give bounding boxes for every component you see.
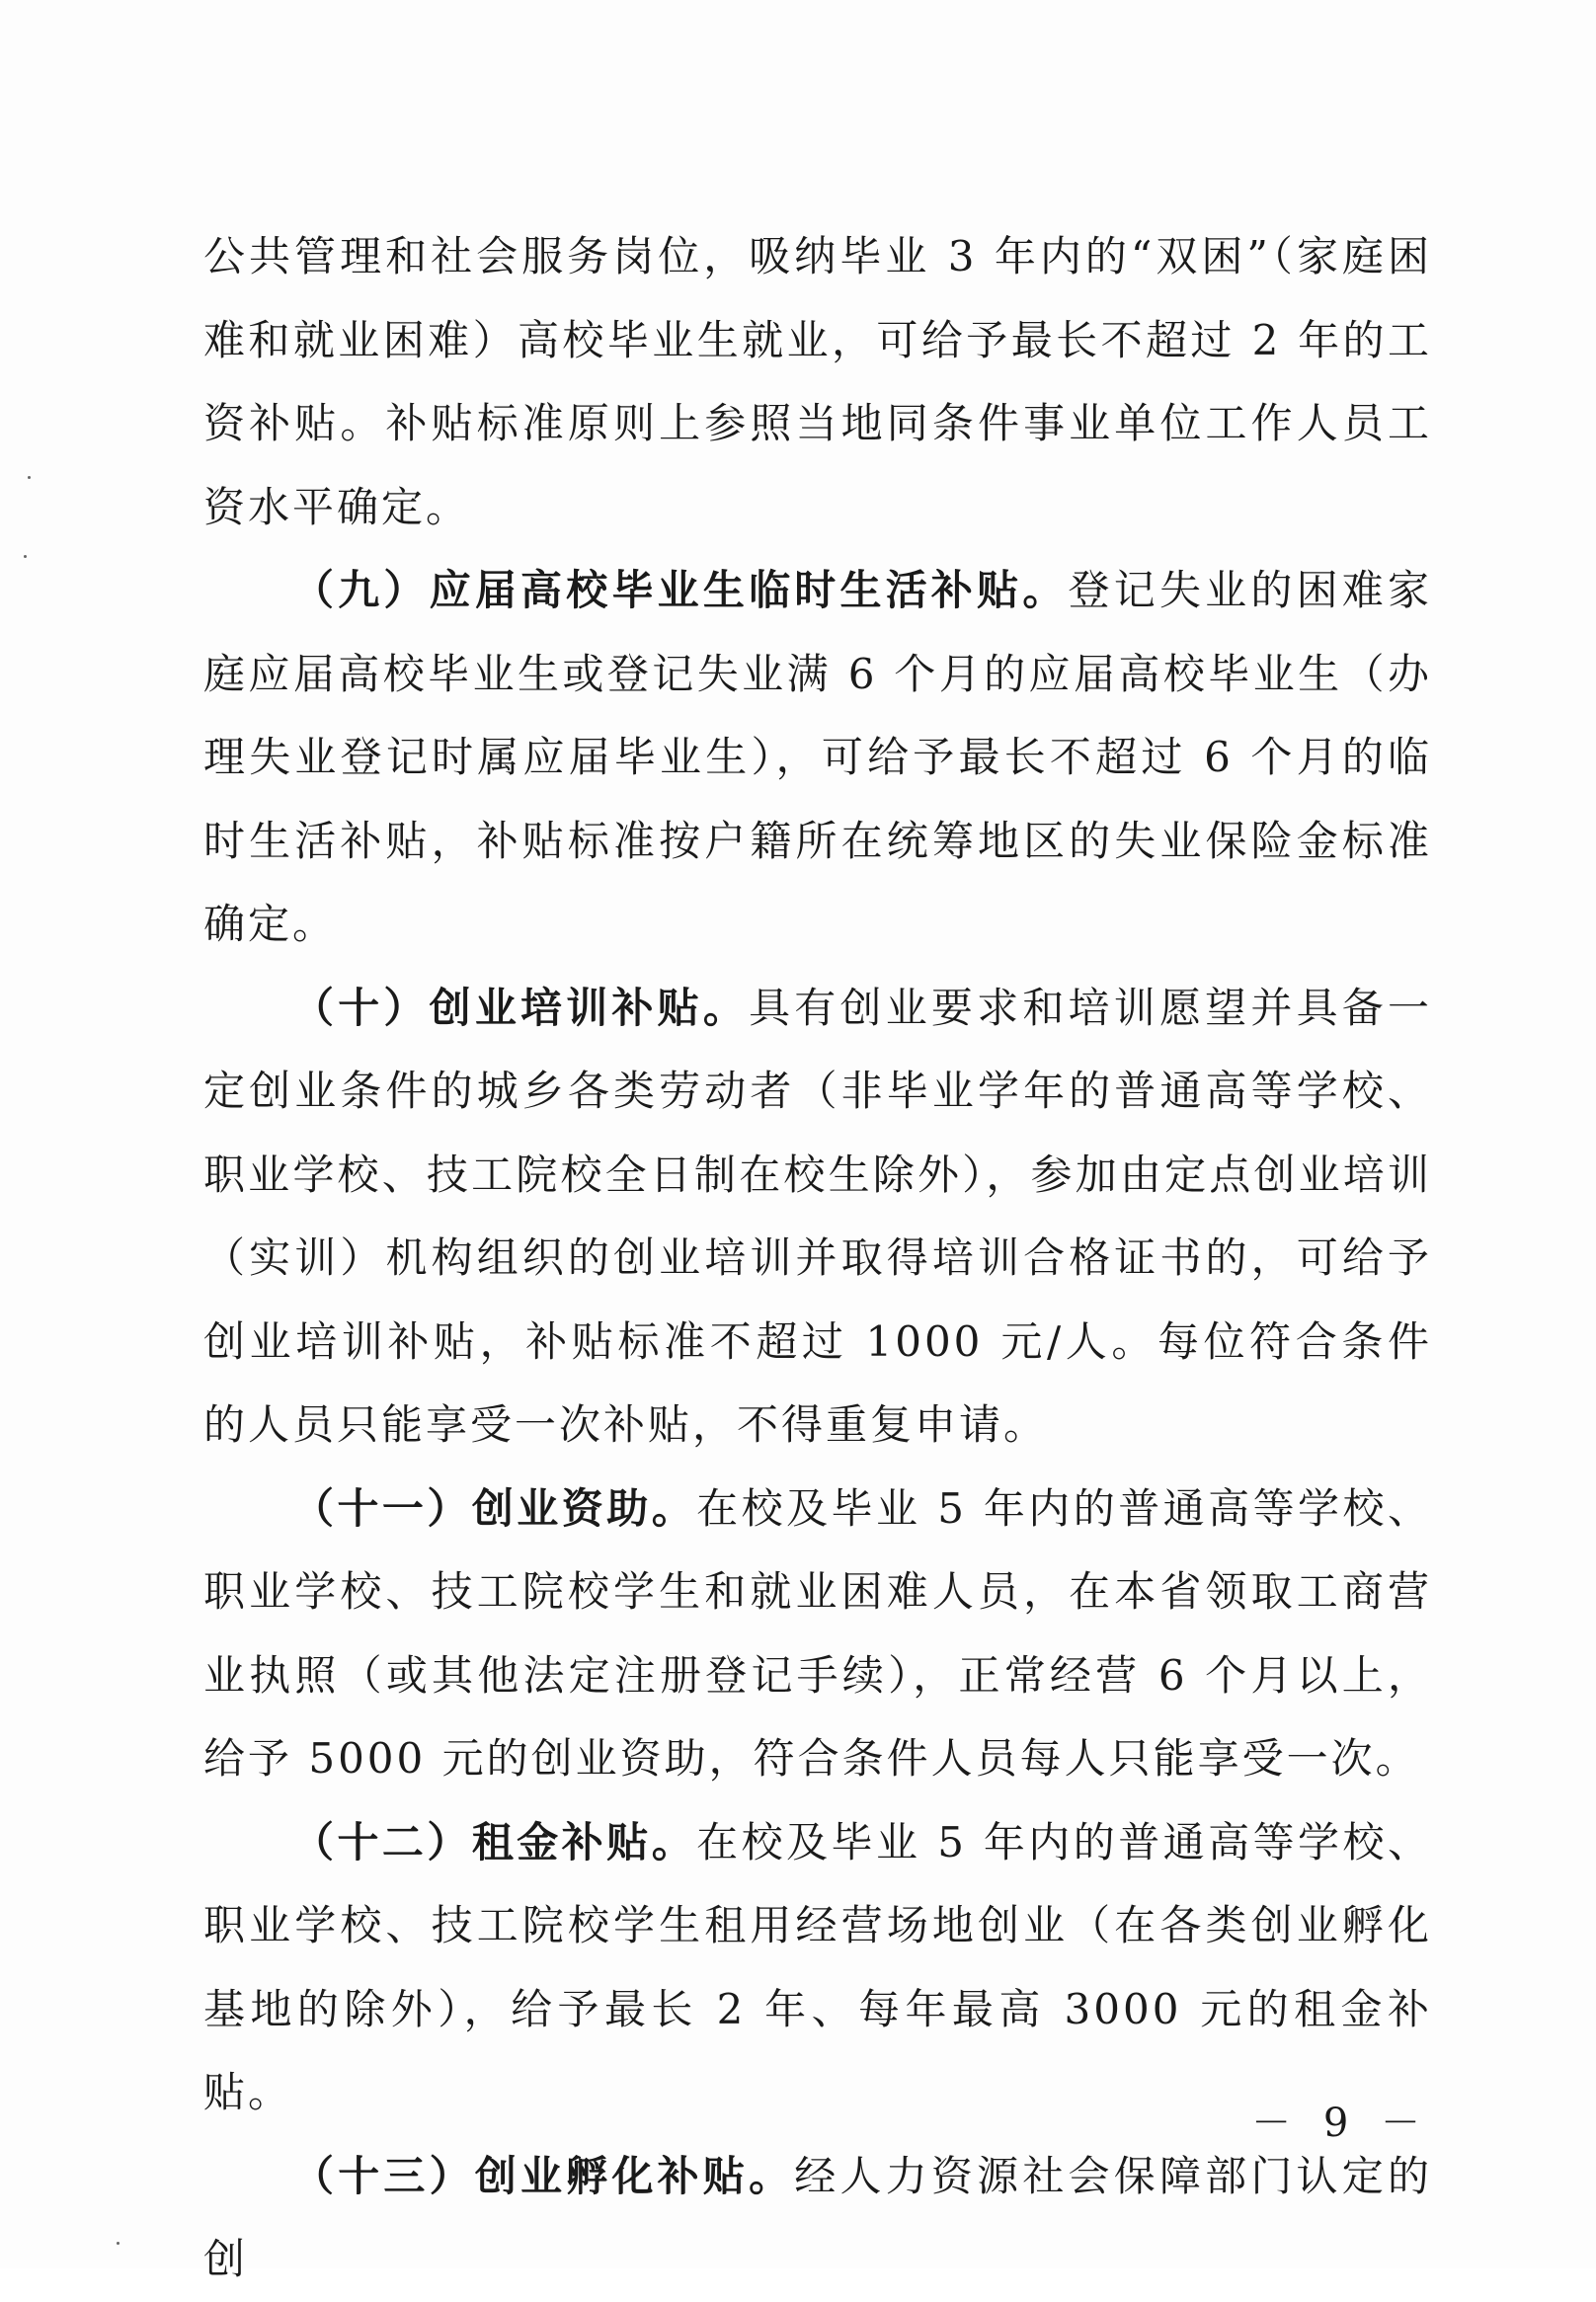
- paragraph-section-9: [203, 549, 1432, 967]
- section-heading: （九）应届高校毕业生临时生活补贴。: [292, 566, 1069, 614]
- scan-speck: [28, 476, 31, 479]
- page-number: － 9 －: [1251, 2101, 1430, 2146]
- paragraph-section-12: [203, 1801, 1432, 2135]
- paragraph-text: 具有创业要求和培训愿望并具备一定创业条件的城乡各类劳动者（非毕业学年的普通高等学校、职业学校、技工院校全日制在校生除外），参加由定点创业培训（实训）机构组织的创业培训并取得培训合格证书的，可给予创业培训补贴，补贴标准不超过 1000 元/人。每位符合条件的人员只能享受一次补贴，不得重复申请。: [203, 983, 1432, 1449]
- paragraph-text: 在校及毕业 5 年内的普通高等学校、职业学校、技工院校学生租用经营场地创业（在各类创业孵化基地的除外），给予最长 2 年、每年最高 3000 元的租金补贴。: [203, 1817, 1432, 2116]
- scan-speck: [24, 555, 27, 558]
- paragraph-text: 公共管理和社会服务岗位，吸纳毕业 3 年内的“双困”（家庭困难和就业困难）高校毕业生就业，可给予最长不超过 2 年的工资补贴。补贴标准原则上参照当地同条件事业单位工作人员工资水平确定。: [203, 232, 1432, 531]
- section-heading: （十一）创业资助。: [292, 1483, 697, 1533]
- paragraph-text: 在校及毕业 5 年内的普通高等学校、职业学校、技工院校学生和就业困难人员，在本省领取工商营业执照（或其他法定注册登记手续），正常经营 6 个月以上，给予 5000 元的创业资助，符合条件人员每人只能享受一次。: [203, 1483, 1432, 1783]
- paragraph-section-11: [203, 1468, 1432, 1801]
- paragraph-text: 登记失业的困难家庭应届高校毕业生或登记失业满 6 个月的应届高校毕业生（办理失业登记时属应届毕业生），可给予最长不超过 6 个月的临时生活补贴，补贴标准按户籍所在统筹地区的失业保险金标准确定。: [203, 566, 1432, 948]
- paragraph-section-10: [203, 967, 1432, 1468]
- body-text: [203, 215, 1432, 2302]
- scan-speck: [117, 2242, 120, 2245]
- paragraph-section-13: [203, 2135, 1432, 2302]
- section-heading: （十三）创业孵化补贴。: [292, 2151, 795, 2200]
- paragraph-continuation: [203, 215, 1432, 549]
- paragraph-text: 经人力资源社会保障部门认定的创: [203, 2151, 1432, 2283]
- section-heading: （十）创业培训补贴。: [292, 983, 750, 1032]
- section-heading: （十二）租金补贴。: [292, 1817, 697, 1866]
